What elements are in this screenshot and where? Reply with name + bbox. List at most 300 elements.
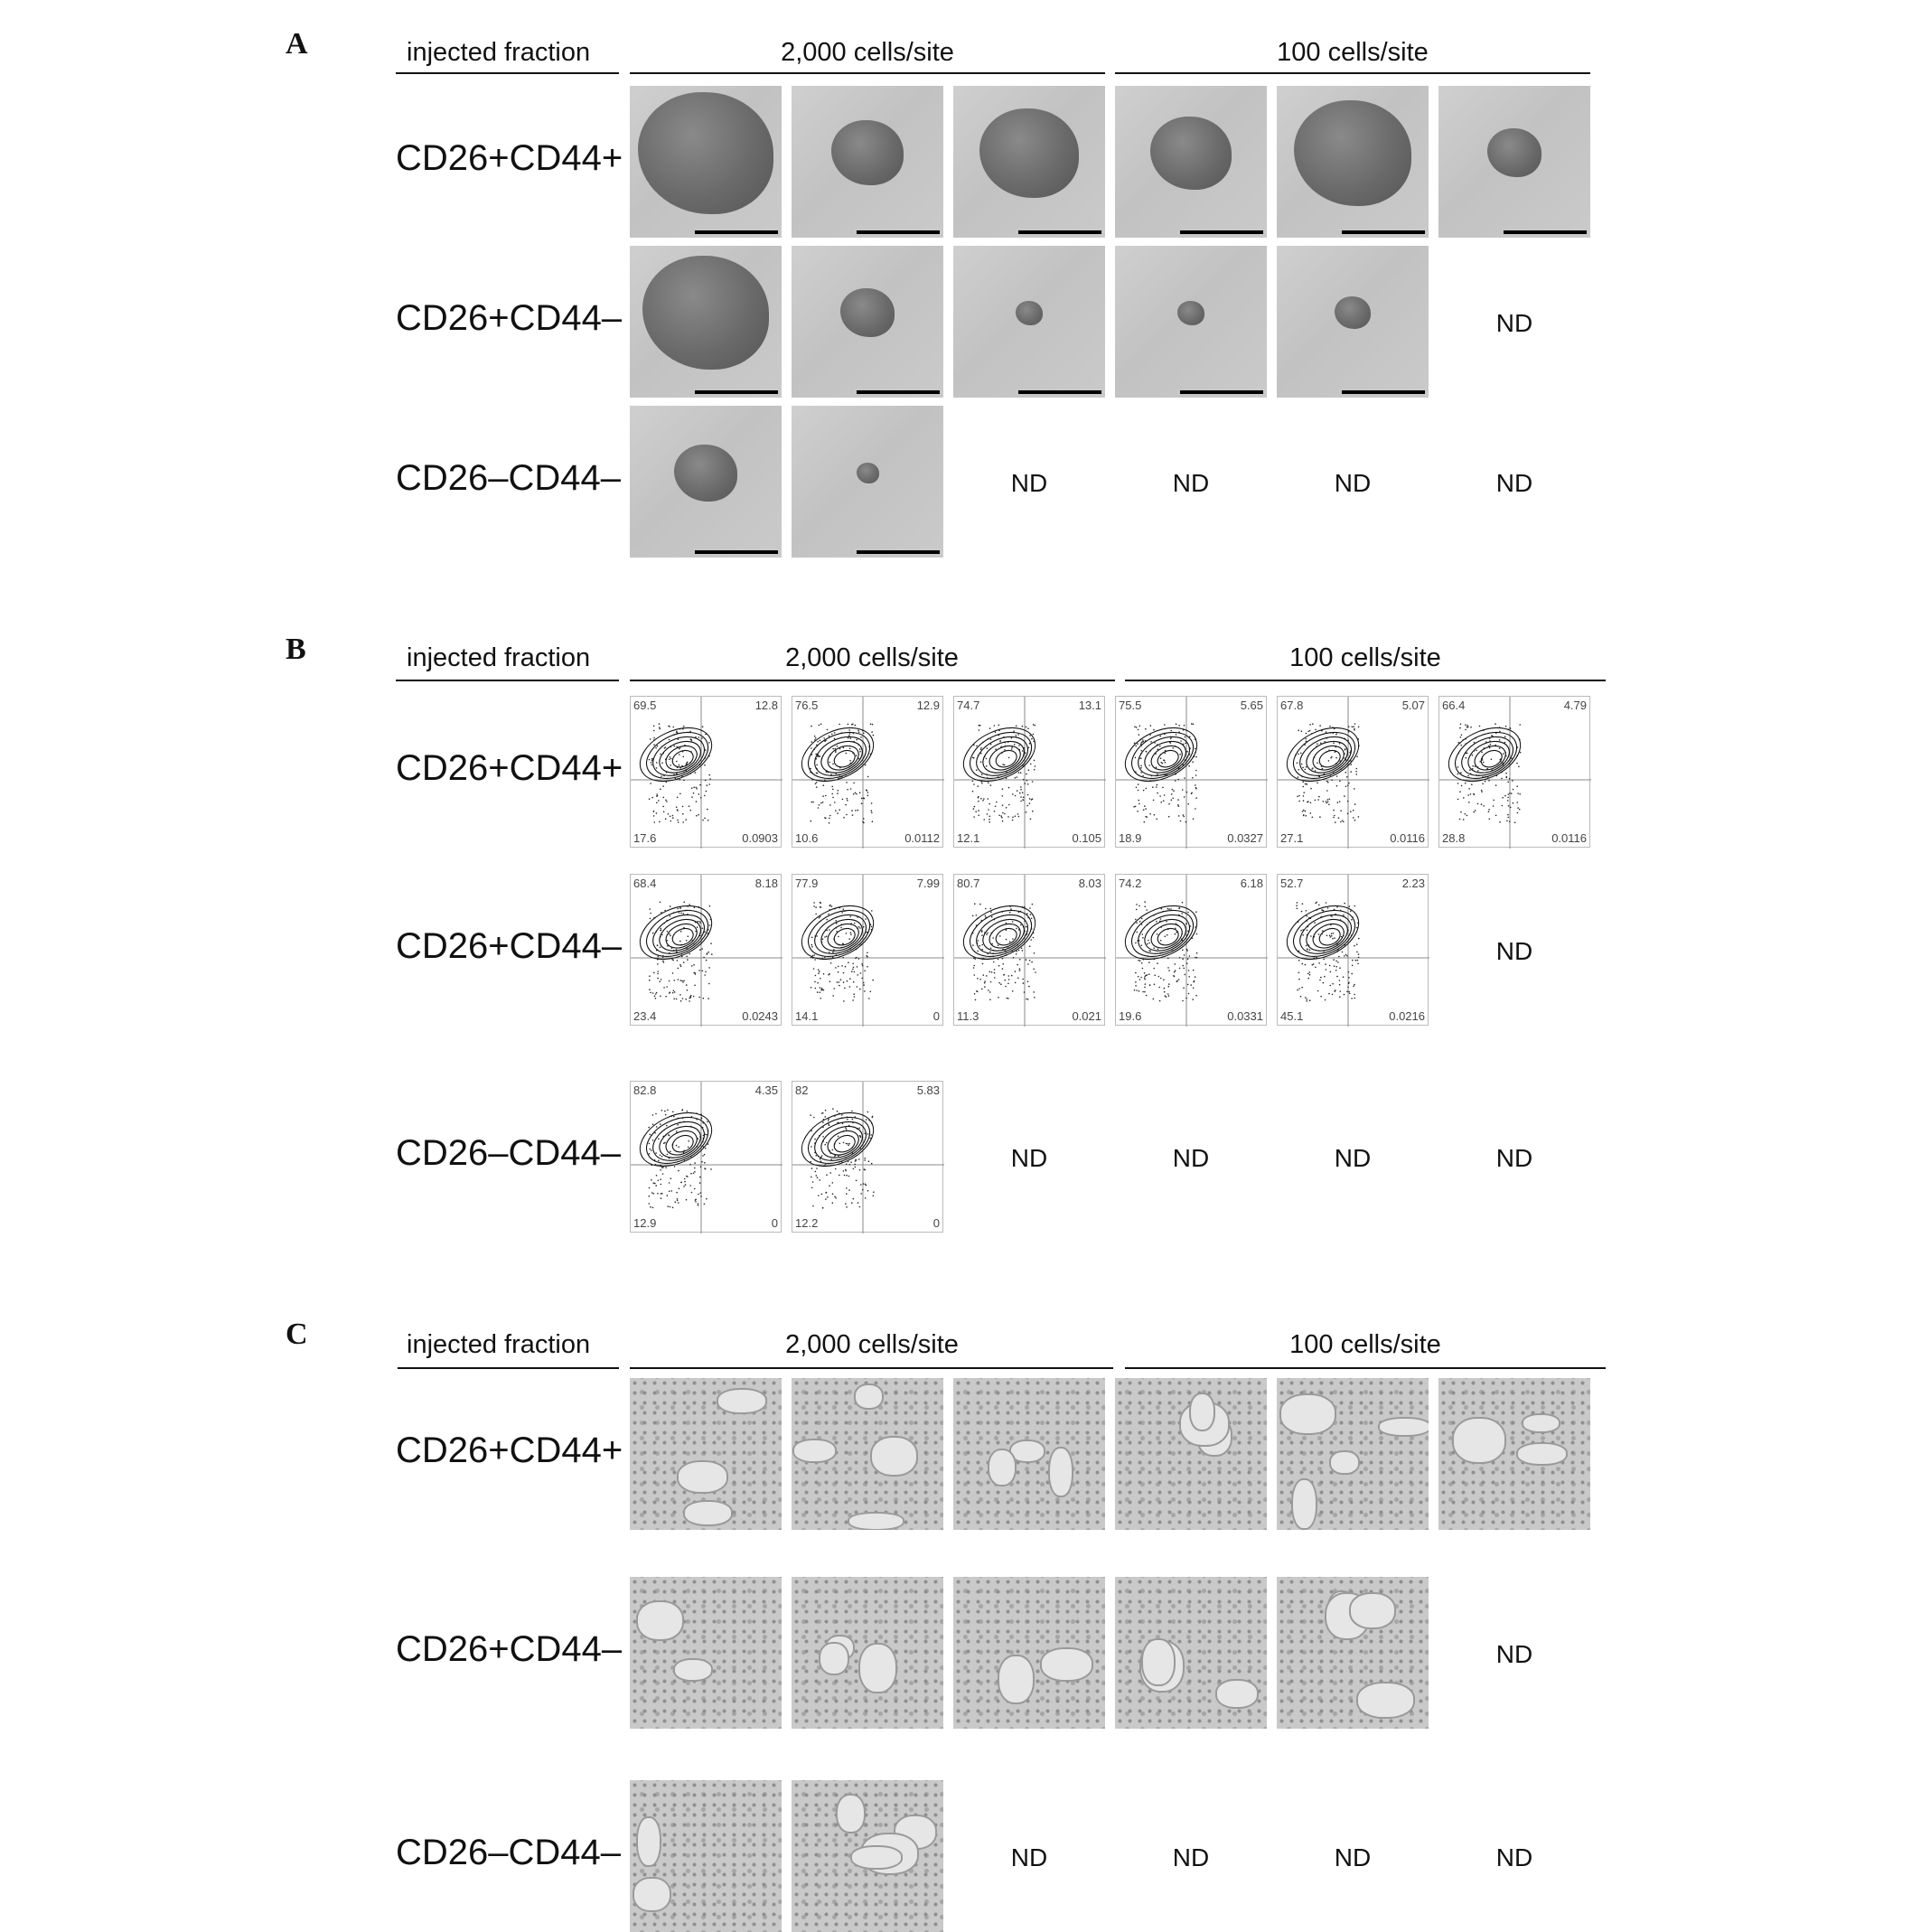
header-rule-g2 [1125, 1367, 1606, 1369]
event-dot [683, 913, 685, 914]
contour-svg [1278, 697, 1429, 849]
event-dot [1305, 964, 1307, 966]
event-dot [1031, 799, 1033, 801]
event-dot [1139, 961, 1141, 962]
event-dot [702, 928, 704, 930]
event-dot [815, 783, 817, 785]
quadrant-value-tr: 2.23 [1401, 877, 1425, 890]
contour-line [1448, 723, 1523, 787]
event-dot [1310, 788, 1312, 790]
event-dot [979, 945, 981, 947]
event-dot [871, 910, 873, 912]
event-dot [1147, 974, 1148, 976]
event-dot [1027, 963, 1029, 965]
event-dot [853, 981, 855, 983]
event-dot [819, 971, 820, 972]
tumor-mass [979, 108, 1079, 198]
event-dot [1508, 805, 1510, 807]
event-dot [1135, 919, 1137, 921]
event-dot [1020, 924, 1022, 926]
event-dot [841, 965, 843, 967]
event-dot [981, 783, 983, 784]
event-dot [680, 980, 682, 981]
event-dot [652, 1140, 654, 1141]
event-dot [1312, 723, 1314, 725]
event-dot [1004, 764, 1006, 766]
event-dot [710, 943, 712, 944]
tumor-mass [840, 288, 895, 337]
event-dot [662, 961, 664, 962]
event-dot [1457, 783, 1459, 784]
event-dot [822, 795, 824, 797]
event-dot [1145, 808, 1147, 810]
event-dot [1142, 937, 1144, 939]
event-dot [1136, 787, 1138, 789]
event-dot [1346, 955, 1348, 957]
event-dot [999, 935, 1001, 937]
event-dot [846, 1206, 848, 1208]
contour-line [816, 736, 867, 779]
event-dot [1457, 766, 1459, 768]
contour-line [1148, 741, 1186, 774]
event-dot [1148, 943, 1150, 944]
event-dot [1017, 776, 1018, 778]
tumor-mass [857, 463, 879, 483]
event-dot [648, 1127, 650, 1129]
event-dot [1326, 935, 1328, 937]
event-dot [648, 1203, 650, 1205]
event-dot [837, 812, 839, 814]
contour-line [662, 1126, 701, 1159]
event-dot [1141, 962, 1143, 964]
event-dot [826, 930, 828, 932]
event-dot [1507, 797, 1509, 799]
quadrant-value-tl: 74.7 [957, 699, 980, 712]
contour-line [1124, 723, 1200, 787]
event-dot [983, 974, 985, 976]
contour-line [831, 1132, 857, 1156]
event-dot [839, 1175, 840, 1177]
event-dot [1483, 805, 1485, 807]
gland-lumen [836, 1794, 866, 1834]
event-dot [1027, 794, 1029, 796]
event-dot [654, 1183, 656, 1185]
event-dot [818, 969, 820, 971]
event-dot [1189, 955, 1191, 957]
event-dot [1499, 821, 1501, 823]
event-dot [1016, 951, 1017, 952]
event-dot [1138, 783, 1139, 785]
event-dot [817, 741, 819, 743]
event-dot [826, 1174, 828, 1176]
histology-image [630, 1577, 782, 1729]
event-dot [1329, 985, 1331, 987]
event-dot [677, 809, 679, 811]
event-dot [672, 972, 674, 974]
event-dot [666, 801, 668, 802]
event-dot [859, 748, 861, 750]
event-dot [818, 807, 820, 809]
event-dot [1183, 816, 1185, 818]
event-dot [1138, 960, 1139, 961]
quadrant-value-tl: 74.2 [1119, 877, 1142, 890]
event-dot [1002, 795, 1004, 797]
event-dot [695, 772, 697, 774]
event-dot [652, 1114, 654, 1116]
event-dot [862, 965, 864, 967]
event-dot [1344, 903, 1345, 905]
event-dot [1481, 752, 1483, 754]
event-dot [972, 944, 974, 946]
event-dot [694, 985, 696, 987]
histology-image [1115, 1577, 1267, 1729]
event-dot [1327, 799, 1329, 801]
event-dot [1329, 726, 1331, 727]
event-dot [983, 798, 985, 800]
event-dot [1467, 725, 1468, 727]
event-dot [987, 813, 989, 815]
event-dot [674, 746, 676, 747]
event-dot [706, 1198, 707, 1200]
event-dot [1307, 948, 1308, 950]
event-dot [1159, 746, 1161, 747]
event-dot [699, 949, 701, 951]
row-label: CD26–CD44– [396, 1133, 622, 1173]
event-dot [1007, 816, 1009, 818]
event-dot [1153, 729, 1155, 731]
event-dot [1461, 785, 1463, 787]
group-2000-header: 2,000 cells/site [785, 1330, 959, 1359]
gland-lumen [1329, 1450, 1360, 1475]
event-dot [1140, 767, 1142, 769]
event-dot [867, 776, 869, 778]
event-dot [1012, 938, 1014, 940]
event-dot [1507, 800, 1509, 802]
event-dot [1012, 817, 1014, 819]
event-dot [1312, 817, 1314, 819]
event-dot [867, 1133, 869, 1135]
gland-lumen [1378, 1417, 1429, 1437]
event-dot [1499, 739, 1501, 741]
event-dot [1348, 731, 1350, 733]
event-dot [1342, 952, 1344, 953]
event-dot [979, 725, 981, 727]
event-dot [1348, 982, 1350, 984]
event-dot [1195, 911, 1197, 913]
gland-lumen [1048, 1447, 1073, 1497]
event-dot [832, 789, 834, 791]
event-dot [1460, 772, 1462, 774]
event-dot [686, 956, 688, 958]
event-dot [835, 1168, 837, 1170]
event-dot [989, 971, 991, 973]
event-dot [848, 961, 849, 963]
event-dot [1168, 908, 1170, 910]
event-dot [691, 965, 693, 967]
event-dot [1347, 784, 1349, 786]
event-dot [867, 1111, 869, 1113]
event-dot [1022, 979, 1024, 980]
contour-line [654, 1121, 706, 1164]
event-dot [704, 974, 706, 976]
event-dot [1149, 984, 1151, 986]
event-dot [858, 926, 860, 928]
event-dot [847, 1143, 848, 1145]
event-dot [1459, 727, 1461, 729]
event-dot [1016, 953, 1017, 955]
event-dot [819, 804, 820, 806]
event-dot [834, 732, 836, 734]
event-dot [649, 1149, 651, 1150]
event-dot [981, 931, 983, 933]
event-dot [870, 723, 872, 725]
event-dot [663, 961, 665, 963]
event-dot [699, 1182, 701, 1184]
event-dot [1195, 976, 1196, 978]
event-dot [652, 1124, 654, 1126]
event-dot [1303, 814, 1305, 816]
event-dot [1003, 974, 1005, 976]
event-dot [1138, 729, 1139, 731]
event-dot [670, 764, 671, 766]
event-dot [1472, 755, 1474, 756]
event-dot [661, 763, 663, 764]
event-dot [867, 795, 869, 797]
event-dot [873, 1196, 875, 1197]
gland-lumen [988, 1449, 1017, 1487]
event-dot [1331, 915, 1333, 917]
event-dot [849, 748, 851, 750]
event-dot [1302, 782, 1304, 783]
event-dot [1472, 768, 1474, 770]
event-dot [872, 724, 874, 726]
event-dot [1017, 978, 1019, 980]
event-dot [988, 782, 989, 783]
event-dot [649, 1187, 651, 1189]
event-dot [986, 765, 988, 767]
event-dot [707, 784, 708, 786]
event-dot [1463, 819, 1465, 821]
event-dot [1006, 807, 1007, 809]
gland-lumen [1279, 1393, 1336, 1435]
event-dot [696, 801, 698, 802]
event-dot [849, 916, 851, 918]
event-dot [707, 809, 708, 811]
event-dot [1457, 774, 1459, 775]
event-dot [822, 1136, 824, 1138]
event-dot [1134, 727, 1136, 728]
nd-label: ND [1172, 1843, 1210, 1871]
event-dot [669, 933, 670, 935]
contour-svg [1439, 697, 1591, 849]
event-dot [1015, 795, 1017, 797]
quadrant-value-bl: 27.1 [1280, 831, 1304, 845]
event-dot [854, 923, 856, 924]
histology-image [792, 1378, 943, 1530]
event-dot [829, 973, 830, 975]
histology-image [1277, 1378, 1429, 1530]
event-dot [1298, 960, 1300, 961]
event-dot [1139, 726, 1141, 727]
event-dot [670, 756, 671, 758]
event-dot [848, 1176, 850, 1177]
event-dot [1473, 811, 1475, 813]
event-dot [649, 980, 651, 981]
event-dot [656, 812, 658, 814]
event-dot [689, 1164, 691, 1166]
event-dot [974, 974, 976, 976]
event-dot [1148, 940, 1149, 942]
event-dot [1186, 751, 1188, 753]
event-dot [704, 1204, 706, 1205]
event-dot [1330, 971, 1332, 973]
event-dot [815, 975, 817, 977]
event-dot [701, 1161, 703, 1163]
event-dot [1348, 971, 1350, 973]
event-dot [1326, 902, 1327, 904]
event-dot [1031, 738, 1033, 740]
event-dot [867, 1190, 869, 1192]
event-dot [1148, 961, 1150, 963]
event-dot [1477, 770, 1479, 772]
event-dot [657, 1193, 659, 1195]
event-dot [1347, 813, 1349, 815]
event-dot [676, 806, 678, 808]
event-dot [1507, 782, 1509, 783]
event-dot [669, 759, 670, 761]
event-dot [652, 933, 654, 934]
event-dot [1157, 933, 1158, 935]
event-dot [865, 1197, 867, 1199]
event-dot [1519, 793, 1521, 795]
event-dot [861, 798, 863, 800]
event-dot [661, 1193, 663, 1195]
quadrant-value-tl: 77.9 [795, 877, 819, 890]
tumor-photo [953, 246, 1105, 398]
event-dot [1007, 983, 1009, 985]
event-dot [1196, 933, 1198, 935]
event-dot [1193, 988, 1195, 989]
scale-bar [1018, 390, 1101, 394]
event-dot [661, 775, 662, 777]
event-dot [660, 947, 661, 949]
event-dot [1192, 761, 1194, 763]
event-dot [848, 1189, 850, 1191]
event-dot [655, 747, 657, 749]
event-dot [1018, 772, 1020, 774]
event-dot [1345, 954, 1347, 956]
event-dot [849, 1164, 851, 1166]
event-dot [1027, 727, 1029, 729]
flow-contour-plot [792, 1081, 943, 1233]
contour-line [662, 919, 701, 952]
event-dot [1336, 785, 1338, 787]
event-dot [1354, 994, 1355, 996]
event-dot [1298, 795, 1300, 797]
gland-lumen [633, 1877, 671, 1912]
event-dot [1310, 935, 1312, 937]
event-dot [845, 966, 847, 968]
event-dot [837, 981, 839, 983]
quadrant-value-bl: 28.8 [1442, 831, 1466, 845]
event-dot [978, 797, 979, 799]
event-dot [1179, 957, 1181, 959]
event-dot [1499, 731, 1501, 733]
event-dot [858, 1158, 860, 1160]
event-dot [1467, 815, 1468, 817]
scale-bar [857, 230, 940, 234]
event-dot [682, 813, 684, 815]
event-dot [824, 779, 826, 781]
event-dot [1182, 965, 1184, 967]
event-dot [1002, 958, 1004, 960]
event-dot [704, 764, 706, 766]
event-dot [678, 968, 679, 970]
event-dot [664, 1111, 666, 1112]
event-dot [1026, 913, 1028, 914]
event-dot [1354, 723, 1356, 725]
event-dot [705, 1148, 707, 1149]
event-dot [1305, 738, 1307, 740]
event-dot [705, 971, 707, 973]
event-dot [1008, 979, 1010, 980]
event-dot [1031, 961, 1033, 963]
event-dot [815, 1171, 817, 1173]
event-dot [657, 746, 659, 747]
event-dot [670, 821, 672, 822]
event-dot [1027, 980, 1029, 982]
event-dot [870, 1138, 872, 1140]
event-dot [1349, 993, 1351, 995]
event-dot [662, 1173, 664, 1175]
event-dot [855, 792, 857, 794]
tumor-photo [1115, 246, 1267, 398]
event-dot [978, 940, 979, 942]
event-dot [864, 1133, 866, 1135]
event-dot [990, 948, 992, 950]
event-dot [972, 757, 974, 759]
tumor-photo [792, 406, 943, 558]
event-dot [679, 764, 680, 766]
event-dot [656, 802, 658, 804]
event-dot [704, 795, 706, 797]
histology-image [1438, 1378, 1590, 1530]
event-dot [985, 908, 987, 910]
event-dot [657, 971, 659, 972]
event-dot [852, 1119, 854, 1121]
event-dot [1468, 788, 1470, 790]
event-dot [669, 1190, 670, 1192]
event-dot [1305, 997, 1307, 999]
event-dot [858, 1128, 860, 1130]
event-dot [702, 726, 704, 727]
event-dot [977, 951, 979, 952]
quadrant-value-br: 0 [932, 1216, 940, 1230]
event-dot [660, 902, 661, 904]
event-dot [1488, 811, 1490, 812]
event-dot [1335, 966, 1337, 968]
event-dot [1491, 758, 1493, 760]
event-dot [1467, 775, 1469, 777]
event-dot [1026, 774, 1027, 775]
event-dot [870, 991, 872, 993]
event-dot [839, 985, 840, 987]
event-dot [709, 778, 711, 780]
event-dot [830, 774, 832, 775]
quadrant-value-tl: 52.7 [1280, 877, 1304, 890]
event-dot [827, 729, 829, 731]
event-dot [680, 1000, 682, 1002]
